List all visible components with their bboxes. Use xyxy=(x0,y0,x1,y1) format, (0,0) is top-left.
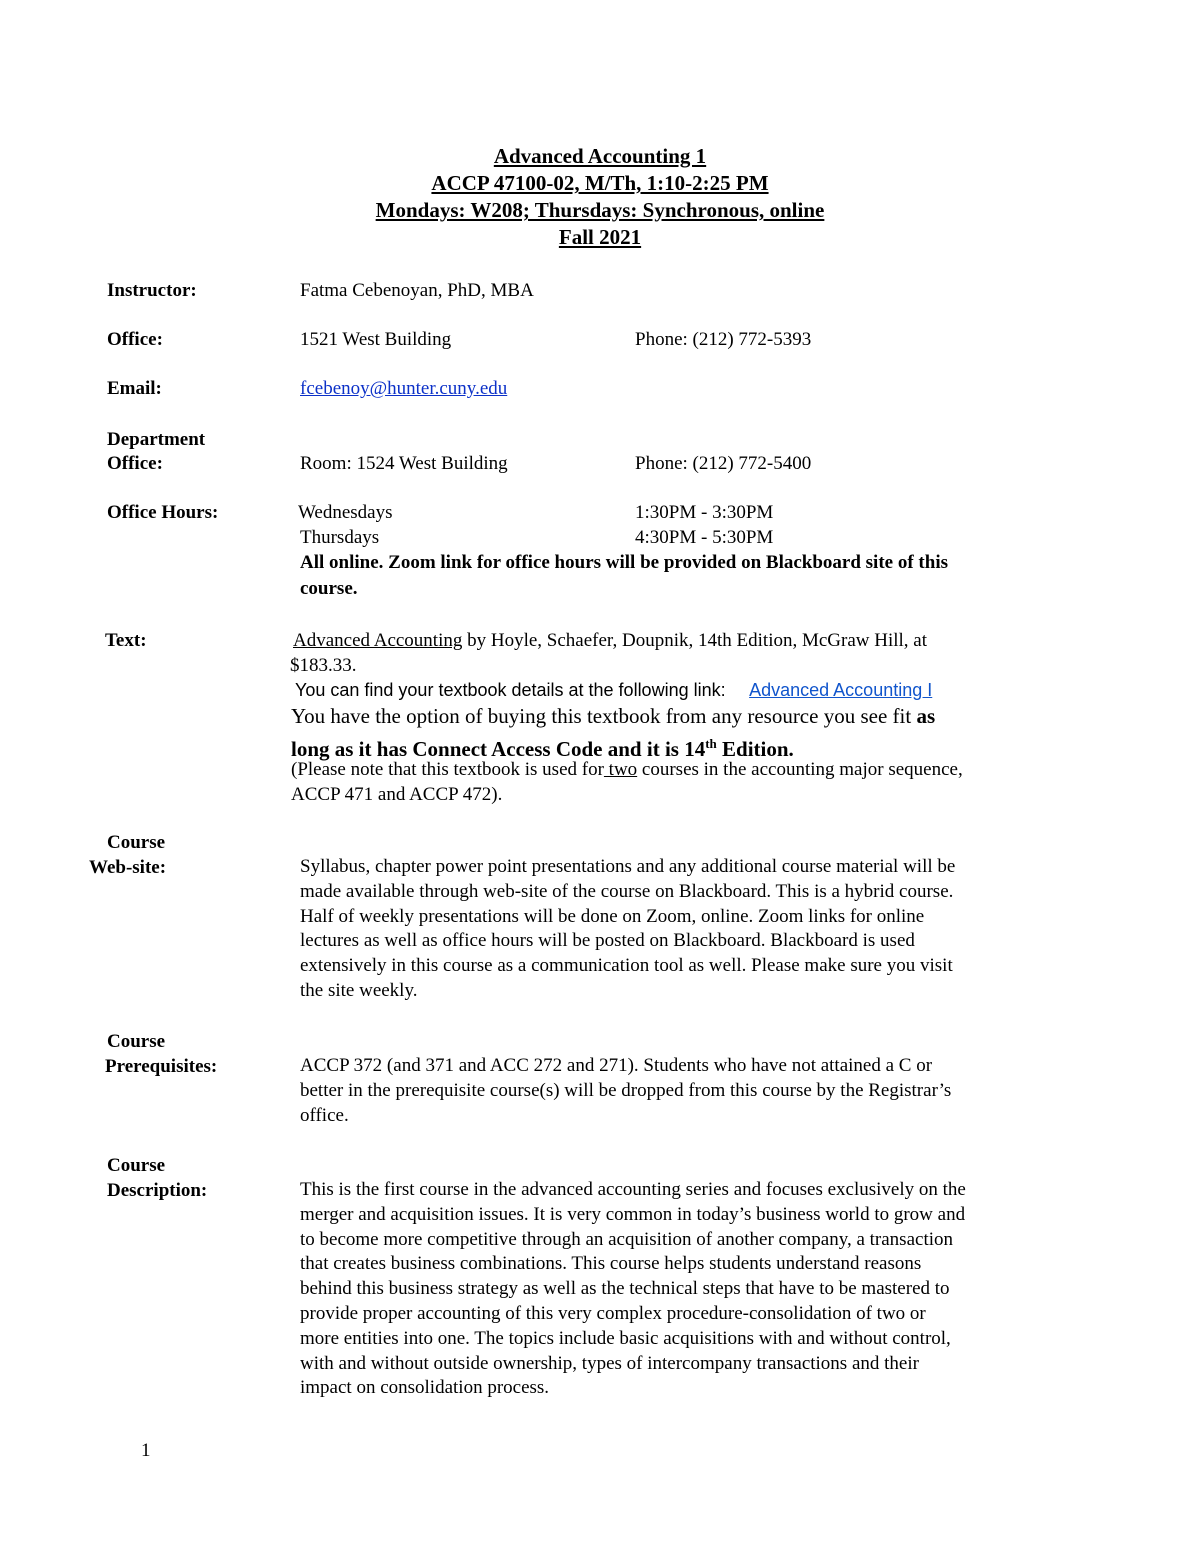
office-hours-day2: Thursdays xyxy=(300,527,380,548)
textbook-option-sup: th xyxy=(705,736,717,751)
website-line: the site weekly. xyxy=(300,979,418,1001)
website-line: extensively in this course as a communication tool as well. Please make sure you visit xyxy=(300,955,953,977)
office-hours-time2: 4:30PM - 5:30PM xyxy=(635,527,774,548)
textbook-link-line xyxy=(295,678,932,703)
textbook-line xyxy=(293,628,927,653)
office-hours-note-line2: course. xyxy=(300,578,358,599)
email-label: Email: xyxy=(107,378,162,399)
textbook-price: $183.33. xyxy=(290,655,357,676)
textbook-option-bold2-pre: long as it has Connect Access Code and it is 14 xyxy=(291,737,706,761)
office-phone: Phone: (212) 772-5393 xyxy=(635,329,812,350)
description-line: to become more competitive through an acquisition of another company, a transaction xyxy=(300,1228,954,1250)
description-line: that creates business combinations. This course helps students understand reasons xyxy=(300,1253,922,1275)
description-label-line2: Description: xyxy=(107,1180,208,1201)
textbook-note-post: courses in the accounting major sequence, xyxy=(637,759,963,780)
email-link[interactable]: fcebenoy@hunter.cuny.edu xyxy=(300,378,508,399)
term: Fall 2021 xyxy=(558,225,642,249)
textbook-note-line2: ACCP 471 and ACCP 472). xyxy=(291,784,503,805)
textbook-link-text: You can find your textbook details at the following link: xyxy=(295,680,726,700)
website-line: made available through web-site of the course on Blackboard. This is a hybrid course. xyxy=(300,880,954,902)
page-number: 1 xyxy=(141,1440,151,1461)
website-line: Half of weekly presentations will be done on Zoom, online. Zoom links for online xyxy=(300,905,925,927)
website-line: lectures as well as office hours will be posted on Blackboard. Blackboard is used xyxy=(300,930,915,952)
description-text xyxy=(300,1178,966,1401)
department-phone: Phone: (212) 772-5400 xyxy=(635,453,812,474)
prerequisites-label-line1: Course xyxy=(107,1031,166,1052)
office-hours-time1: 1:30PM - 3:30PM xyxy=(635,502,774,523)
website-label-line1: Course xyxy=(107,832,166,853)
website-line: Syllabus, chapter power point presentations and any additional course material will be xyxy=(300,856,956,877)
description-line: provide proper accounting of this very complex procedure-consolidation of two or xyxy=(300,1302,926,1324)
description-line: merger and acquisition issues. It is very common in today’s business world to grow and xyxy=(300,1203,966,1225)
textbook-note-pre: (Please note that this textbook is used for xyxy=(291,759,604,780)
prerequisites-text xyxy=(300,1054,951,1128)
prerequisites-line: better in the prerequisite course(s) will be dropped from this course by the Registrar’s xyxy=(300,1079,952,1101)
textbook-title: Advanced Accounting xyxy=(293,630,463,651)
department-room: Room: 1524 West Building xyxy=(300,453,508,474)
course-title: Advanced Accounting 1 xyxy=(493,144,707,168)
textbook-option-bold1: as xyxy=(916,704,936,728)
prerequisites-line: office. xyxy=(300,1104,349,1126)
department-label-line1: Department xyxy=(107,429,206,450)
description-label-line1: Course xyxy=(107,1155,166,1176)
office-hours-note-line1: All online. Zoom link for office hours will be provided on Blackboard site of this xyxy=(300,552,948,573)
prerequisites-line: ACCP 372 (and 371 and ACC 272 and 271). Students who have not attained a C or xyxy=(300,1055,933,1076)
website-text xyxy=(300,855,955,1004)
textbook-note-line1 xyxy=(291,757,963,782)
office-hours-day1: Wednesdays xyxy=(298,502,393,523)
department-label-line2: Office: xyxy=(107,453,163,474)
meeting-info: Mondays: W208; Thursdays: Synchronous, online xyxy=(375,198,825,222)
office-hours-label: Office Hours: xyxy=(107,502,219,523)
textbook-option-plain: You have the option of buying this textbook from any resource you see fit xyxy=(291,704,917,728)
instructor-name: Fatma Cebenoyan, PhD, MBA xyxy=(300,280,534,301)
course-code: ACCP 47100-02, M/Th, 1:10-2:25 PM xyxy=(431,171,769,195)
instructor-label: Instructor: xyxy=(107,280,197,301)
office-label: Office: xyxy=(107,329,163,350)
textbook-details: by Hoyle, Schaefer, Doupnik, 14th Edition, McGraw Hill, at xyxy=(462,630,928,651)
office-location: 1521 West Building xyxy=(300,329,452,350)
description-line: behind this business strategy as well as the technical steps that have to be mastered to xyxy=(300,1278,950,1300)
course-header xyxy=(0,143,1200,251)
textbook-option-bold2-post: Edition. xyxy=(716,737,794,761)
prerequisites-label-line2: Prerequisites: xyxy=(105,1056,218,1077)
textbook-option-line1 xyxy=(291,703,935,730)
description-line: impact on consolidation process. xyxy=(300,1377,550,1399)
text-label: Text: xyxy=(105,630,147,651)
email-link-wrap xyxy=(300,376,507,401)
description-line: with and without outside ownership, types of intercompany transactions and their xyxy=(300,1352,919,1374)
textbook-link[interactable]: Advanced Accounting I xyxy=(749,680,933,700)
description-line: more entities into one. The topics include basic acquisitions with and without control, xyxy=(300,1327,951,1349)
textbook-note-two: two xyxy=(603,759,638,780)
website-label-line2: Web-site: xyxy=(89,857,167,878)
description-line: This is the first course in the advanced accounting series and focuses exclusively on the xyxy=(300,1179,966,1200)
